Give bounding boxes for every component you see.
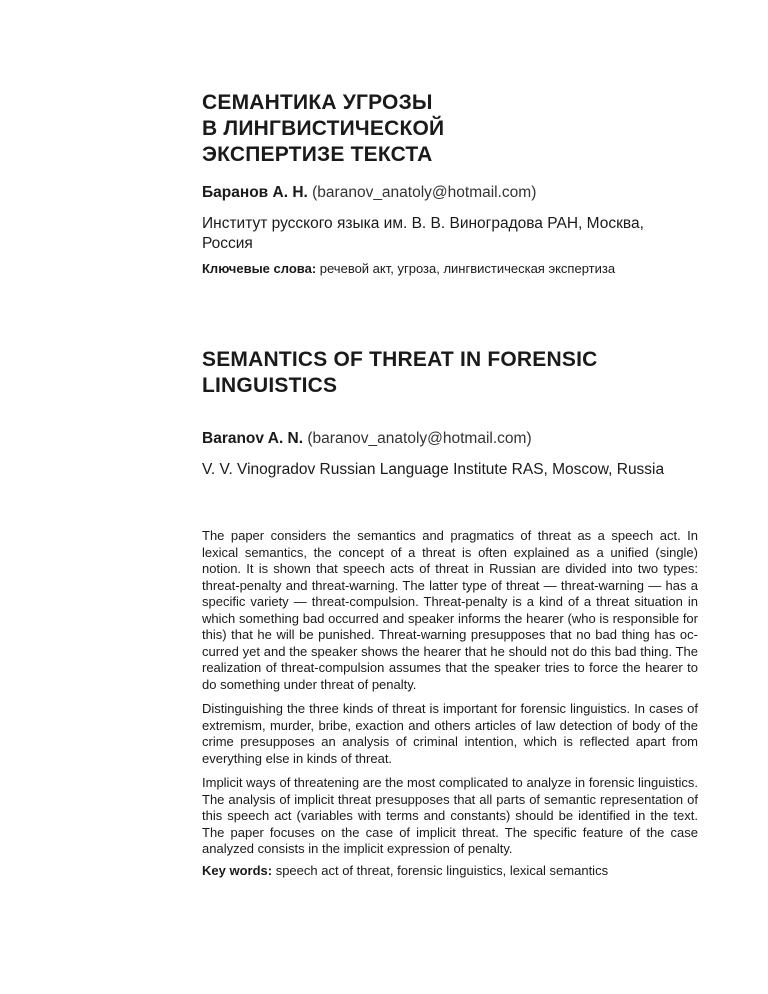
russian-author-name: Баранов А. Н. xyxy=(202,184,308,201)
english-author-line xyxy=(202,429,698,449)
abstract-paragraph: The paper considers the semantics and pragmatics of threat as a speech act. In lexical semantics, the concept of a threat is often explained as a unified (single) notion. It is shown that speech acts of threat in Russian are divided into two types: threat-penalty and threat-warning. The latter type of threat — threat-warning — has a specific variety — threat-compulsion. Threat-penalty is a kind of a threat situation in which something bad occurred and speaker informs the hearer (who is responsible for this) that he will be punished. Threat-warning presupposes that no bad thing has occurred yet and the speaker shows the hearer that he should not do this bad thing. The realization of threat-compulsion assumes that the speaker tries to force the hearer to do something under threat of penalty. xyxy=(202,528,698,692)
abstract-paragraph: Implicit ways of threatening are the most complicated to analyze in forensic linguistics. The analysis of implicit threat presupposes that all parts of semantic representation of this speech act (variables with terms and constants) should be identified in the text. The paper focuses on the case of implicit threat. The specific feature of the case analyzed consists in the implicit expression of penalty. xyxy=(202,775,698,856)
english-title xyxy=(202,347,698,399)
english-author-name: Baranov A. N. xyxy=(202,430,304,447)
russian-affiliation: Институт русского языка им. В. В. Виноградова РАН, Москва, Россия xyxy=(202,215,644,252)
english-keywords-text: speech act of threat, forensic linguistics, lexical semantics xyxy=(275,863,609,878)
russian-title-line: СЕМАНТИКА УГРОЗЫ xyxy=(202,91,433,114)
english-keywords-label: Key words: xyxy=(202,863,273,878)
russian-title-line: В ЛИНГВИСТИЧЕСКОЙ xyxy=(202,117,445,140)
russian-keywords xyxy=(202,260,698,277)
english-title-line: LINGUISTICS xyxy=(202,374,338,397)
russian-author-email: (baranov_anatoly@hotmail.com) xyxy=(312,184,537,201)
russian-keywords-text: речевой акт, угроза, лингвистическая экспертиза xyxy=(319,261,616,276)
english-author-email: (baranov_anatoly@hotmail.com) xyxy=(307,430,532,447)
english-title-line: SEMANTICS OF THREAT IN FORENSIC xyxy=(202,348,598,371)
russian-title-line: ЭКСПЕРТИЗЕ ТЕКСТА xyxy=(202,143,433,166)
russian-keywords-label: Ключевые слова: xyxy=(202,261,317,276)
abstract xyxy=(202,528,698,866)
russian-author-line xyxy=(202,183,698,203)
english-keywords xyxy=(202,862,698,879)
abstract-paragraph: Distinguishing the three kinds of threat is important for forensic linguistics. In cases of extremism, murder, bribe, exaction and others articles of law detection of body of the crime presupposes an analysis of criminal intention, which is reflected apart from everything else in kinds of threat. xyxy=(202,701,698,766)
english-affiliation: V. V. Vinogradov Russian Language Institute RAS, Moscow, Russia xyxy=(202,461,665,478)
russian-title xyxy=(202,90,698,168)
